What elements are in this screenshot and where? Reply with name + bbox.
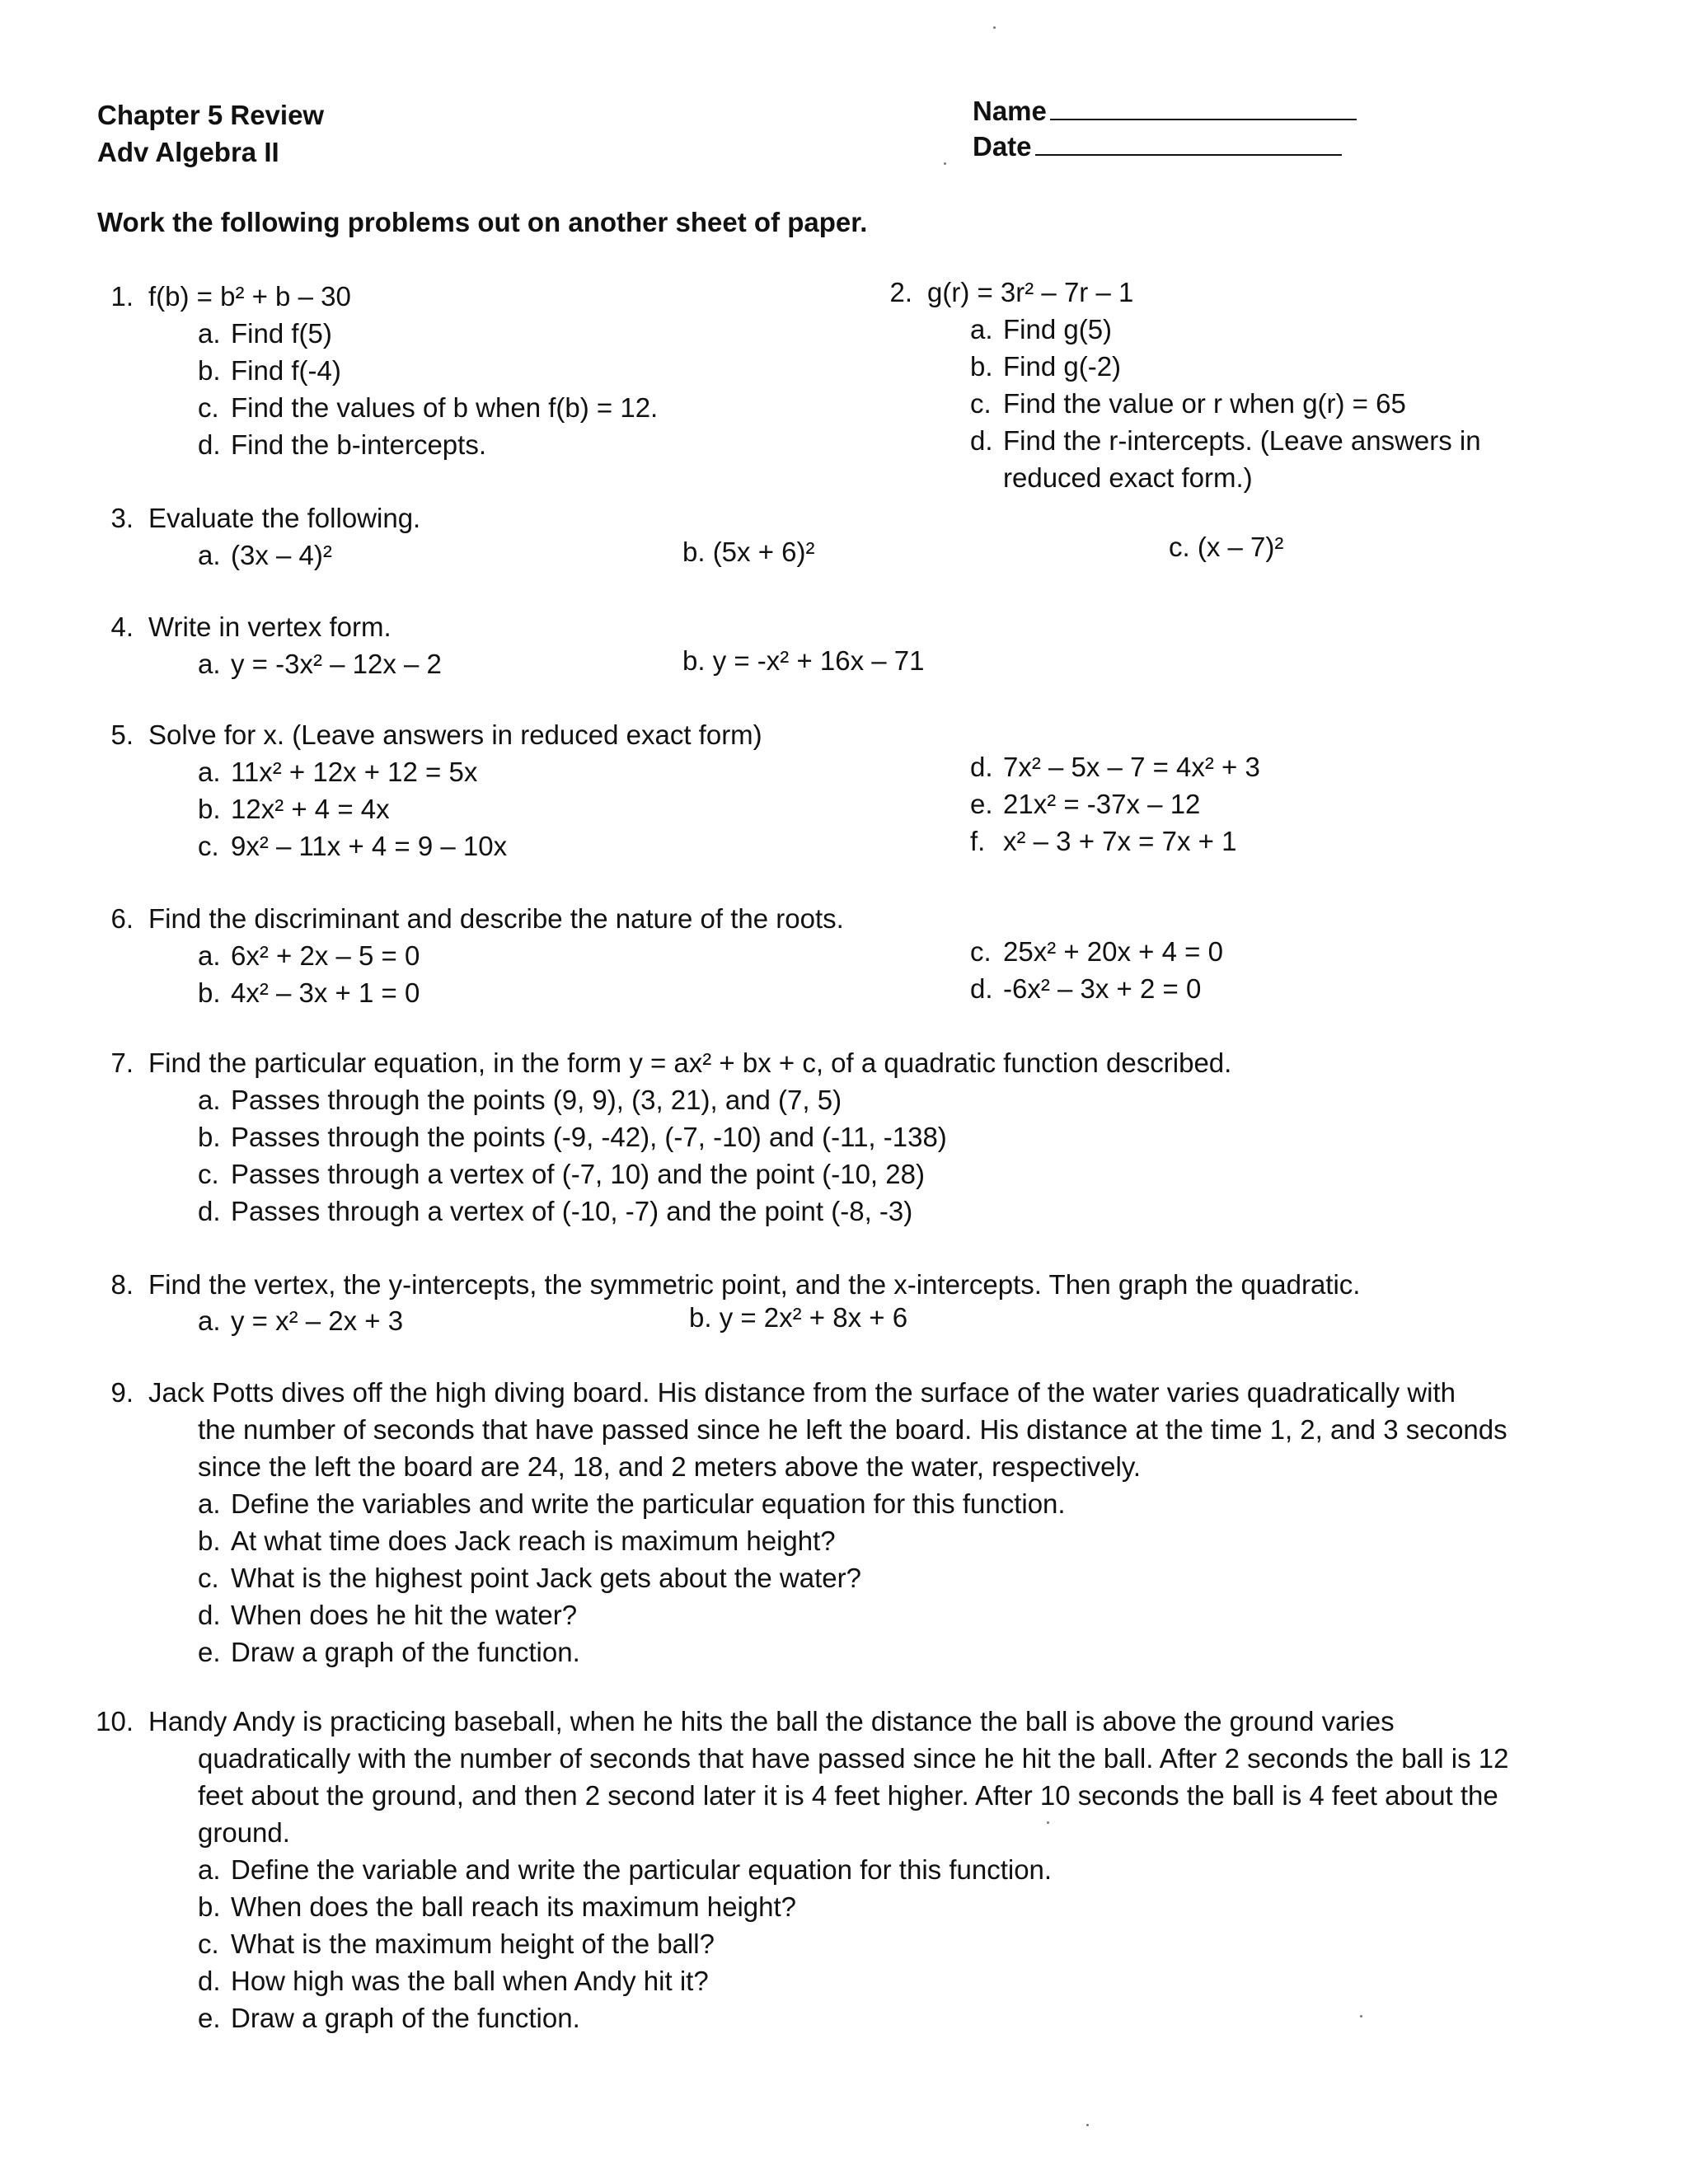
problem-4 bbox=[82, 608, 392, 645]
item-letter: f. bbox=[970, 826, 986, 856]
item-letter: b. bbox=[198, 1122, 221, 1152]
item-text: Passes through the points (9, 9), (3, 21), and (7, 5) bbox=[231, 1085, 842, 1115]
item-text: 11x² + 12x + 12 = 5x bbox=[231, 757, 478, 787]
item-letter: a. bbox=[198, 757, 221, 787]
problem-8 bbox=[82, 1266, 1360, 1303]
item-letter: d. bbox=[198, 1196, 221, 1226]
item-text: Find g(5) bbox=[1003, 314, 1113, 344]
problem-stem-line: Handy Andy is practicing baseball, when he hits the ball the distance the ball is above the ground varies bbox=[148, 1706, 1395, 1736]
item-letter: d. bbox=[198, 1600, 221, 1630]
item-letter: a. bbox=[198, 540, 221, 570]
item-text: Find the value or r when g(r) = 65 bbox=[1003, 388, 1406, 419]
item-letter: b. bbox=[198, 355, 221, 386]
item-letter: b. bbox=[198, 1526, 221, 1556]
item-letter: c. bbox=[198, 1929, 219, 1959]
problem-stem-line: the number of seconds that have passed since he left the board. His distance at the time 1, 2, and 3 seconds bbox=[198, 1414, 1507, 1445]
problem-stem: Find the vertex, the y-intercepts, the symmetric point, and the x-intercepts. Then graph the quadratic. bbox=[148, 1269, 1361, 1300]
item-text: Define the variables and write the particular equation for this function. bbox=[231, 1488, 1066, 1519]
problem-4b: b. y = -x² + 16x – 71 bbox=[682, 645, 925, 676]
item-letter: d. bbox=[198, 429, 221, 460]
item-letter: b. bbox=[970, 351, 993, 382]
problem-stem: f(b) = b² + b – 30 bbox=[148, 281, 351, 312]
item-text: 12x² + 4 = 4x bbox=[231, 794, 390, 824]
item-letter: e. bbox=[198, 2003, 221, 2033]
item-text: Passes through the points (-9, -42), (-7, -10) and (-11, -138) bbox=[231, 1122, 947, 1152]
problem-stem: Solve for x. (Leave answers in reduced exact form) bbox=[148, 719, 762, 750]
problem-stem: Find the particular equation, in the form y = ax² + bx + c, of a quadratic function described. bbox=[148, 1047, 1232, 1078]
item-text: (3x – 4)² bbox=[231, 540, 332, 570]
problem-7 bbox=[82, 1044, 1231, 1230]
problem-number: 5. bbox=[110, 719, 134, 750]
problem-8a bbox=[198, 1302, 403, 1339]
item-letter: d. bbox=[970, 973, 993, 1004]
item-letter: a. bbox=[198, 1305, 221, 1336]
item-text: 21x² = -37x – 12 bbox=[1003, 789, 1201, 819]
item-letter: d. bbox=[970, 425, 993, 456]
item-text: Find the r-intercepts. (Leave answers in bbox=[1003, 425, 1481, 456]
item-text: Find f(5) bbox=[231, 318, 332, 349]
item-text: y = -3x² – 12x – 2 bbox=[231, 649, 442, 679]
problem-number: 10. bbox=[96, 1706, 134, 1736]
problem-2 bbox=[861, 274, 1481, 496]
chapter-title: Chapter 5 Review bbox=[97, 100, 325, 130]
item-text: -6x² – 3x + 2 = 0 bbox=[1003, 973, 1202, 1004]
item-letter: c. bbox=[198, 831, 219, 861]
problem-6 bbox=[82, 900, 844, 1011]
item-text: How high was the ball when Andy hit it? bbox=[231, 1966, 709, 1996]
problem-number: 9. bbox=[110, 1377, 134, 1408]
item-text: 4x² – 3x + 1 = 0 bbox=[231, 977, 420, 1008]
problem-stem-line: ground. bbox=[198, 1817, 290, 1848]
item-letter: c. bbox=[198, 1563, 219, 1593]
item-text: Define the variable and write the particular equation for this function. bbox=[231, 1854, 1053, 1885]
instructions: Work the following problems out on another sheet of paper. bbox=[97, 207, 868, 237]
problem-3b: b. (5x + 6)² bbox=[682, 537, 815, 567]
problem-stem: Find the discriminant and describe the nature of the roots. bbox=[148, 903, 844, 934]
item-letter: a. bbox=[198, 318, 221, 349]
problem-stem-line: feet about the ground, and then 2 second later it is 4 feet higher. After 10 seconds the ball is 4 feet about the bbox=[198, 1780, 1498, 1811]
item-text-continued: reduced exact form.) bbox=[1003, 462, 1253, 493]
item-text: Find g(-2) bbox=[1003, 351, 1122, 382]
problem-6-right bbox=[970, 933, 1223, 1007]
item-letter: b. bbox=[198, 1891, 221, 1922]
item-text: What is the highest point Jack gets about the water? bbox=[231, 1563, 861, 1593]
scan-speck bbox=[1360, 2015, 1362, 2018]
item-text: At what time does Jack reach is maximum height? bbox=[231, 1526, 836, 1556]
item-letter: e. bbox=[198, 1637, 221, 1667]
problem-stem: Evaluate the following. bbox=[148, 503, 421, 533]
problem-stem: Write in vertex form. bbox=[148, 612, 392, 642]
scan-speck bbox=[993, 26, 996, 29]
date-field[interactable] bbox=[973, 128, 1342, 165]
item-letter: a. bbox=[970, 314, 993, 344]
item-text: 6x² + 2x – 5 = 0 bbox=[231, 940, 420, 971]
item-letter: a. bbox=[198, 1488, 221, 1519]
date-label: Date bbox=[973, 131, 1032, 162]
item-text: Draw a graph of the function. bbox=[231, 1637, 580, 1667]
problem-3a bbox=[198, 537, 332, 574]
problem-number: 3. bbox=[110, 503, 134, 533]
course-title: Adv Algebra II bbox=[97, 137, 279, 167]
item-text: Draw a graph of the function. bbox=[231, 2003, 580, 2033]
item-text: Find the b-intercepts. bbox=[231, 429, 486, 460]
item-letter: b. bbox=[198, 977, 221, 1008]
problem-number: 7. bbox=[110, 1047, 134, 1078]
problem-number: 4. bbox=[110, 612, 134, 642]
problem-9 bbox=[82, 1374, 1507, 1671]
item-letter: c. bbox=[970, 936, 992, 967]
name-blank[interactable] bbox=[1050, 94, 1357, 120]
item-text: When does he hit the water? bbox=[231, 1600, 578, 1630]
name-field[interactable] bbox=[973, 92, 1357, 129]
item-letter: d. bbox=[970, 752, 993, 782]
item-text: Passes through a vertex of (-7, 10) and the point (-10, 28) bbox=[231, 1159, 925, 1189]
item-text: Passes through a vertex of (-10, -7) and the point (-8, -3) bbox=[231, 1196, 913, 1226]
scan-speck bbox=[1086, 2124, 1089, 2126]
item-text: 9x² – 11x + 4 = 9 – 10x bbox=[231, 831, 508, 861]
problem-stem-line: since the left the board are 24, 18, and 2 meters above the water, respectively. bbox=[198, 1451, 1142, 1482]
item-text: y = x² – 2x + 3 bbox=[231, 1305, 404, 1336]
scan-speck bbox=[944, 162, 946, 165]
problem-8b: b. y = 2x² + 8x + 6 bbox=[689, 1302, 908, 1333]
problem-3c: c. (x – 7)² bbox=[1169, 532, 1284, 562]
scan-speck bbox=[1047, 1821, 1049, 1824]
problem-5-right bbox=[970, 748, 1260, 860]
item-letter: c. bbox=[198, 392, 219, 423]
problem-5 bbox=[82, 716, 762, 865]
item-text: Find f(-4) bbox=[231, 355, 341, 386]
item-letter: d. bbox=[198, 1966, 221, 1996]
item-text: 7x² – 5x – 7 = 4x² + 3 bbox=[1003, 752, 1260, 782]
item-letter: a. bbox=[198, 649, 221, 679]
problem-stem-line: Jack Potts dives off the high diving board. His distance from the surface of the water varies quadratically with bbox=[148, 1377, 1456, 1408]
problem-stem: g(r) = 3r² – 7r – 1 bbox=[927, 277, 1134, 307]
item-letter: b. bbox=[198, 794, 221, 824]
item-letter: c. bbox=[198, 1159, 219, 1189]
item-letter: c. bbox=[970, 388, 992, 419]
problem-number: 8. bbox=[110, 1269, 134, 1300]
problem-10 bbox=[82, 1703, 1508, 2036]
problem-number: 1. bbox=[110, 281, 134, 312]
problem-stem-line: quadratically with the number of seconds that have passed since he hit the ball. After 2 seconds the ball is 12 bbox=[198, 1743, 1509, 1774]
name-label: Name bbox=[973, 96, 1047, 126]
item-letter: a. bbox=[198, 1085, 221, 1115]
item-letter: a. bbox=[198, 1854, 221, 1885]
problem-1 bbox=[82, 278, 658, 463]
item-text: x² – 3 + 7x = 7x + 1 bbox=[1003, 826, 1237, 856]
item-letter: e. bbox=[970, 789, 993, 819]
item-text: When does the ball reach its maximum height? bbox=[231, 1891, 797, 1922]
problem-number: 6. bbox=[110, 903, 134, 934]
date-blank[interactable] bbox=[1035, 129, 1342, 156]
item-letter: a. bbox=[198, 940, 221, 971]
item-text: 25x² + 20x + 4 = 0 bbox=[1003, 936, 1223, 967]
problem-3 bbox=[82, 499, 420, 537]
item-text: What is the maximum height of the ball? bbox=[231, 1929, 715, 1959]
problem-4a bbox=[198, 645, 442, 682]
item-text: Find the values of b when f(b) = 12. bbox=[231, 392, 659, 423]
problem-number: 2. bbox=[889, 277, 912, 307]
